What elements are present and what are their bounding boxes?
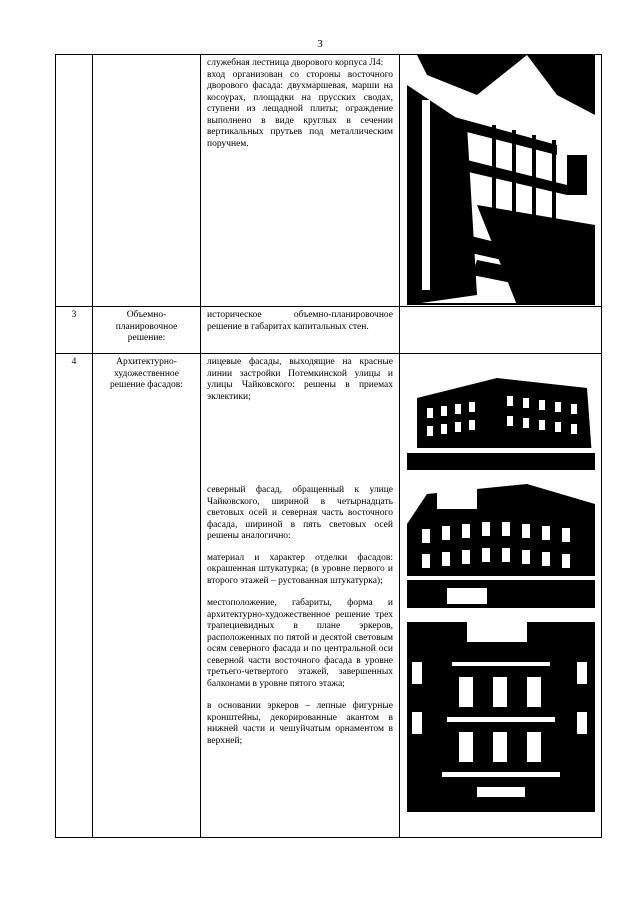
paragraph: вход организован со стороны восточного дворового фасада: двухмаршевая, марши на косоурах, площадки на прусских сводах, ступени из лещадной плиты; ограждение выполнено в виде круглых в сечении вертикальных прутьев под металлическим поручнем. (207, 69, 393, 149)
row-number-cell (56, 307, 93, 354)
facade-photo (407, 484, 595, 608)
photo-cell (400, 354, 602, 838)
paragraph: лицевые фасады, выходящие на красные линии застройки Потемкинской улицы и улицы Чайковского: решены в приемах эклектики; (207, 357, 393, 402)
description-text (201, 55, 399, 150)
paragraph: местоположение, габариты, форма и архитектурно-художественное решение трех трапециевидных в плане эркеров, расположенных по пятой и десятой световым осям северного фасада и по центральной оси северной части восточного фасада в уровне третьего-четвертого этажей, завершенных балконами в уровне пятого этажа; (207, 598, 393, 689)
paragraph: северный фасад, обращенный к улице Чайковского, шириной в четырнадцать световых осей и северная часть восточного фасада, шириной в пять световых осей решены аналогично: (207, 485, 393, 541)
paragraph: служебная лестница дворового корпуса Л4: (207, 58, 384, 68)
paragraph: материал и характер отделки фасадов: окрашенная штукатурка; (в уровне первого и второго этажей – рустованная штукатурка); (207, 552, 393, 586)
description-text (201, 354, 399, 747)
row-heading: Архитектурно-художественное решение фасадов: (110, 357, 183, 390)
row-number: 4 (71, 357, 77, 367)
row-heading-cell (93, 354, 201, 838)
row-number-cell (56, 354, 93, 838)
paragraph: в основании эркеров – лепные фигурные кронштейны, декорированные акантом в нижней части и чешуйчатым орнаментом в верхней; (207, 701, 393, 746)
row-number-cell (56, 55, 93, 307)
corner-building-photo (407, 358, 595, 470)
row-number (56, 55, 92, 58)
description-cell (201, 354, 400, 838)
description-cell (201, 307, 400, 354)
description-text (201, 307, 399, 333)
bay-window-photo (407, 622, 595, 812)
heritage-table (55, 54, 602, 838)
staircase-photo (407, 55, 595, 305)
table-row (56, 307, 602, 354)
paragraph: историческое объемно-планировочное решение в габаритах капитальных стен. (207, 310, 393, 332)
row-heading: Объемно-планировочное решение: (115, 310, 178, 343)
row-number: 3 (71, 310, 77, 320)
row-heading-cell (93, 307, 201, 354)
empty-cell (400, 307, 602, 354)
table-row (56, 55, 602, 307)
page-number: 3 (317, 38, 323, 50)
description-cell (201, 55, 400, 307)
row-heading-cell (93, 55, 201, 307)
photo-cell (400, 55, 602, 307)
table-row (56, 354, 602, 838)
row-heading (93, 55, 200, 58)
